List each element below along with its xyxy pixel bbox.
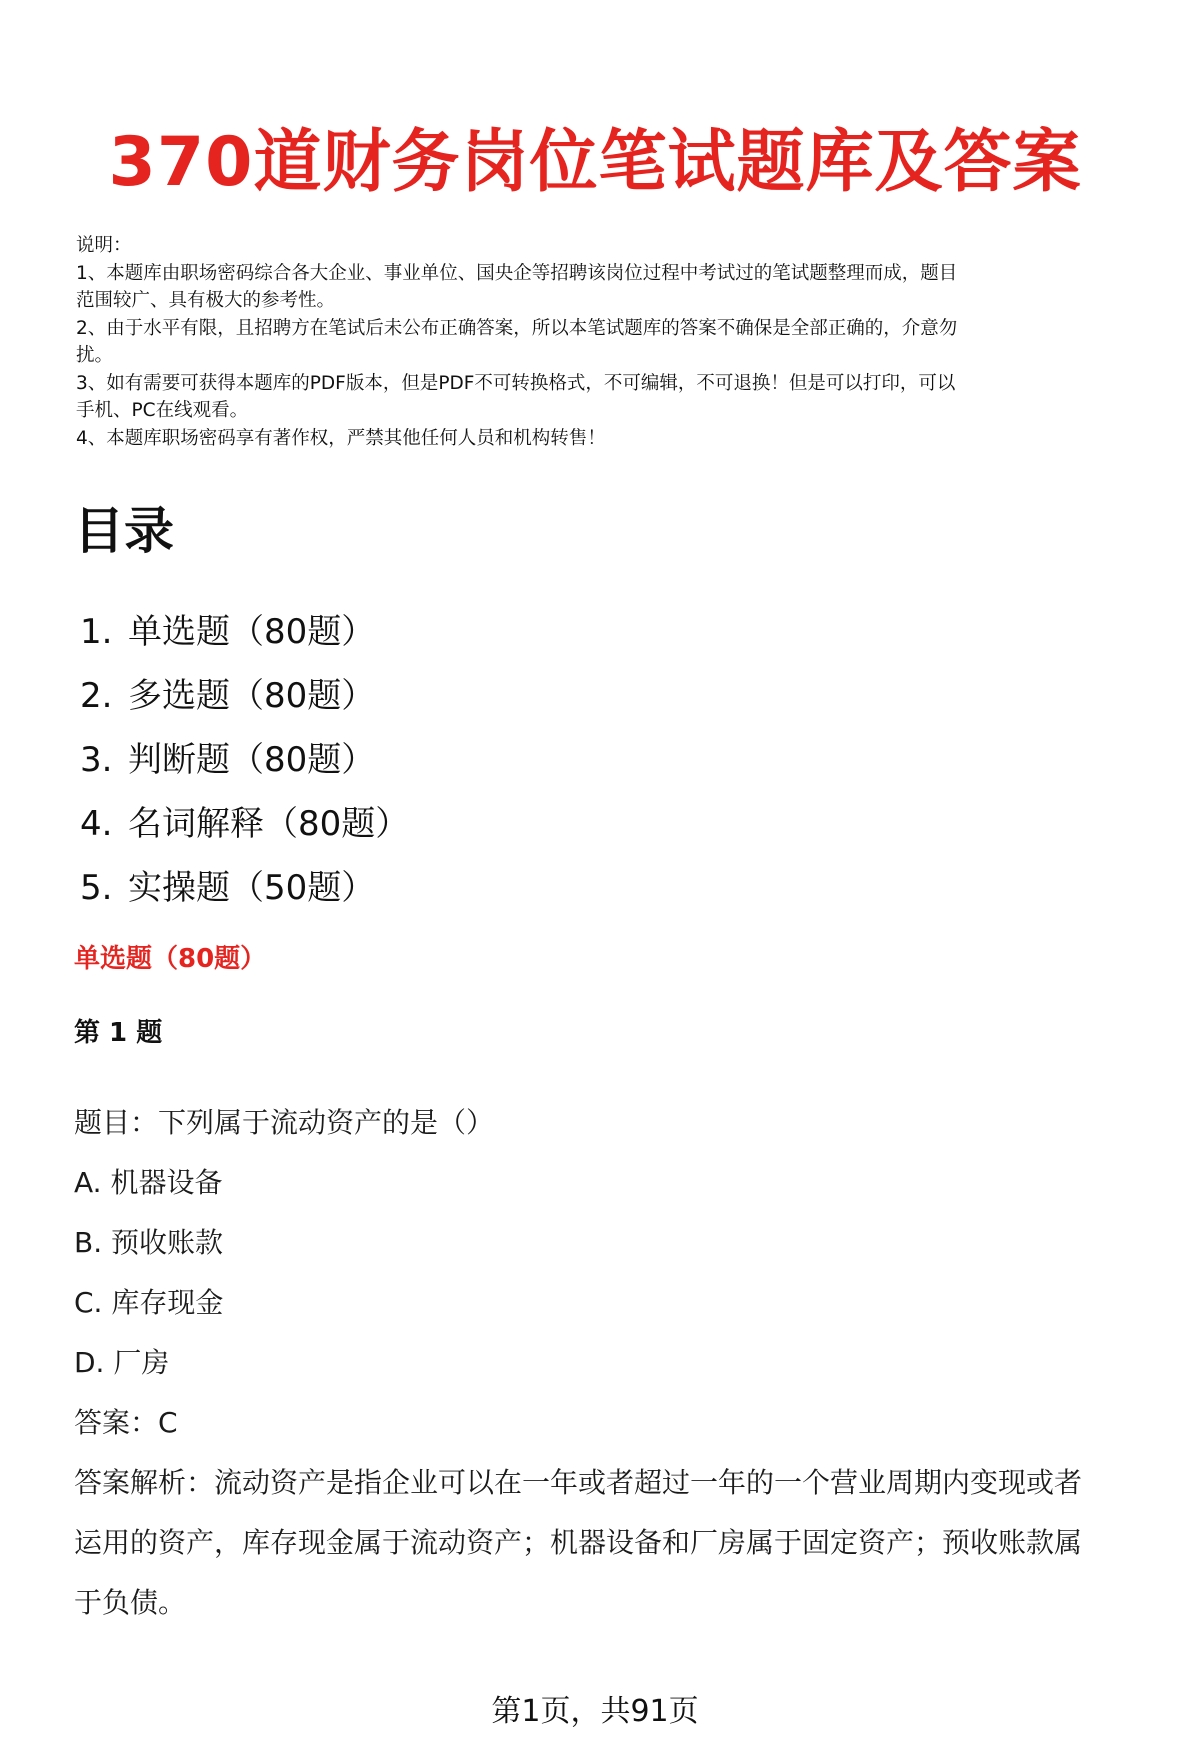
notes-line: 范围较广、具有极大的参考性。 [76,290,336,311]
question-option: D. 厂房 [74,1346,170,1379]
page-footer: 第1页，共91页 [491,1694,699,1729]
toc-item-label: 判断题（80题） [128,740,376,780]
toc-item[interactable] [80,856,409,920]
notes-line: 手机、PC在线观看。 [76,400,249,421]
notes-line: 4、本题库职场密码享有著作权，严禁其他任何人员和机构转售！ [76,427,606,449]
toc-item-label: 名词解释（80题） [128,804,410,844]
notes-header: 说明： [76,235,132,256]
toc-item-number: 1. [80,612,113,652]
question-heading: 第 1 题 [74,1018,163,1048]
toc-item-label: 单选题（80题） [128,612,376,652]
question-option: C. 库存现金 [74,1286,224,1319]
toc-item-number: 4. [80,804,113,844]
toc-item-number: 3. [80,740,113,780]
question-option: A. 机器设备 [74,1166,223,1199]
question-body [74,1103,1164,1633]
document-title: 370道财务岗位笔试题库及答案 [108,123,1082,202]
analysis-line: 于负债。 [74,1586,187,1619]
toc-list [80,600,409,920]
notes-line: 1、本题库由职场密码综合各大企业、事业单位、国央企等招聘该岗位过程中考试过的笔试题整理而成，题目 [76,262,958,284]
toc-item[interactable] [80,728,409,792]
notes-line: 3、如有需要可获得本题库的PDF版本，但是PDF不可转换格式，不可编辑，不可退换！但是可以打印，可以 [76,372,956,394]
section-heading: 单选题（80题） [74,944,267,974]
toc-item[interactable] [80,792,409,856]
analysis-line: 运用的资产，库存现金属于流动资产；机器设备和厂房属于固定资产；预收账款属 [74,1526,1083,1559]
question-option: B. 预收账款 [74,1226,224,1259]
notes-line: 扰。 [76,345,114,366]
notes-block [76,232,1156,452]
notes-line: 2、由于水平有限，且招聘方在笔试后未公布正确答案，所以本笔试题库的答案不确保是全部正确的，介意勿 [76,317,958,339]
toc-item[interactable] [80,600,409,664]
question-stem: 题目：下列属于流动资产的是（） [74,1106,495,1139]
question-answer: 答案：C [74,1406,178,1439]
toc-item-number: 2. [80,676,113,716]
toc-item[interactable] [80,664,409,728]
toc-item-number: 5. [80,868,113,908]
toc-heading: 目录 [74,502,174,560]
toc-item-label: 多选题（80题） [128,676,376,716]
toc-item-label: 实操题（50题） [128,868,376,908]
analysis-line: 答案解析：流动资产是指企业可以在一年或者超过一年的一个营业周期内变现或者 [74,1466,1083,1499]
answer-analysis [74,1453,1164,1633]
